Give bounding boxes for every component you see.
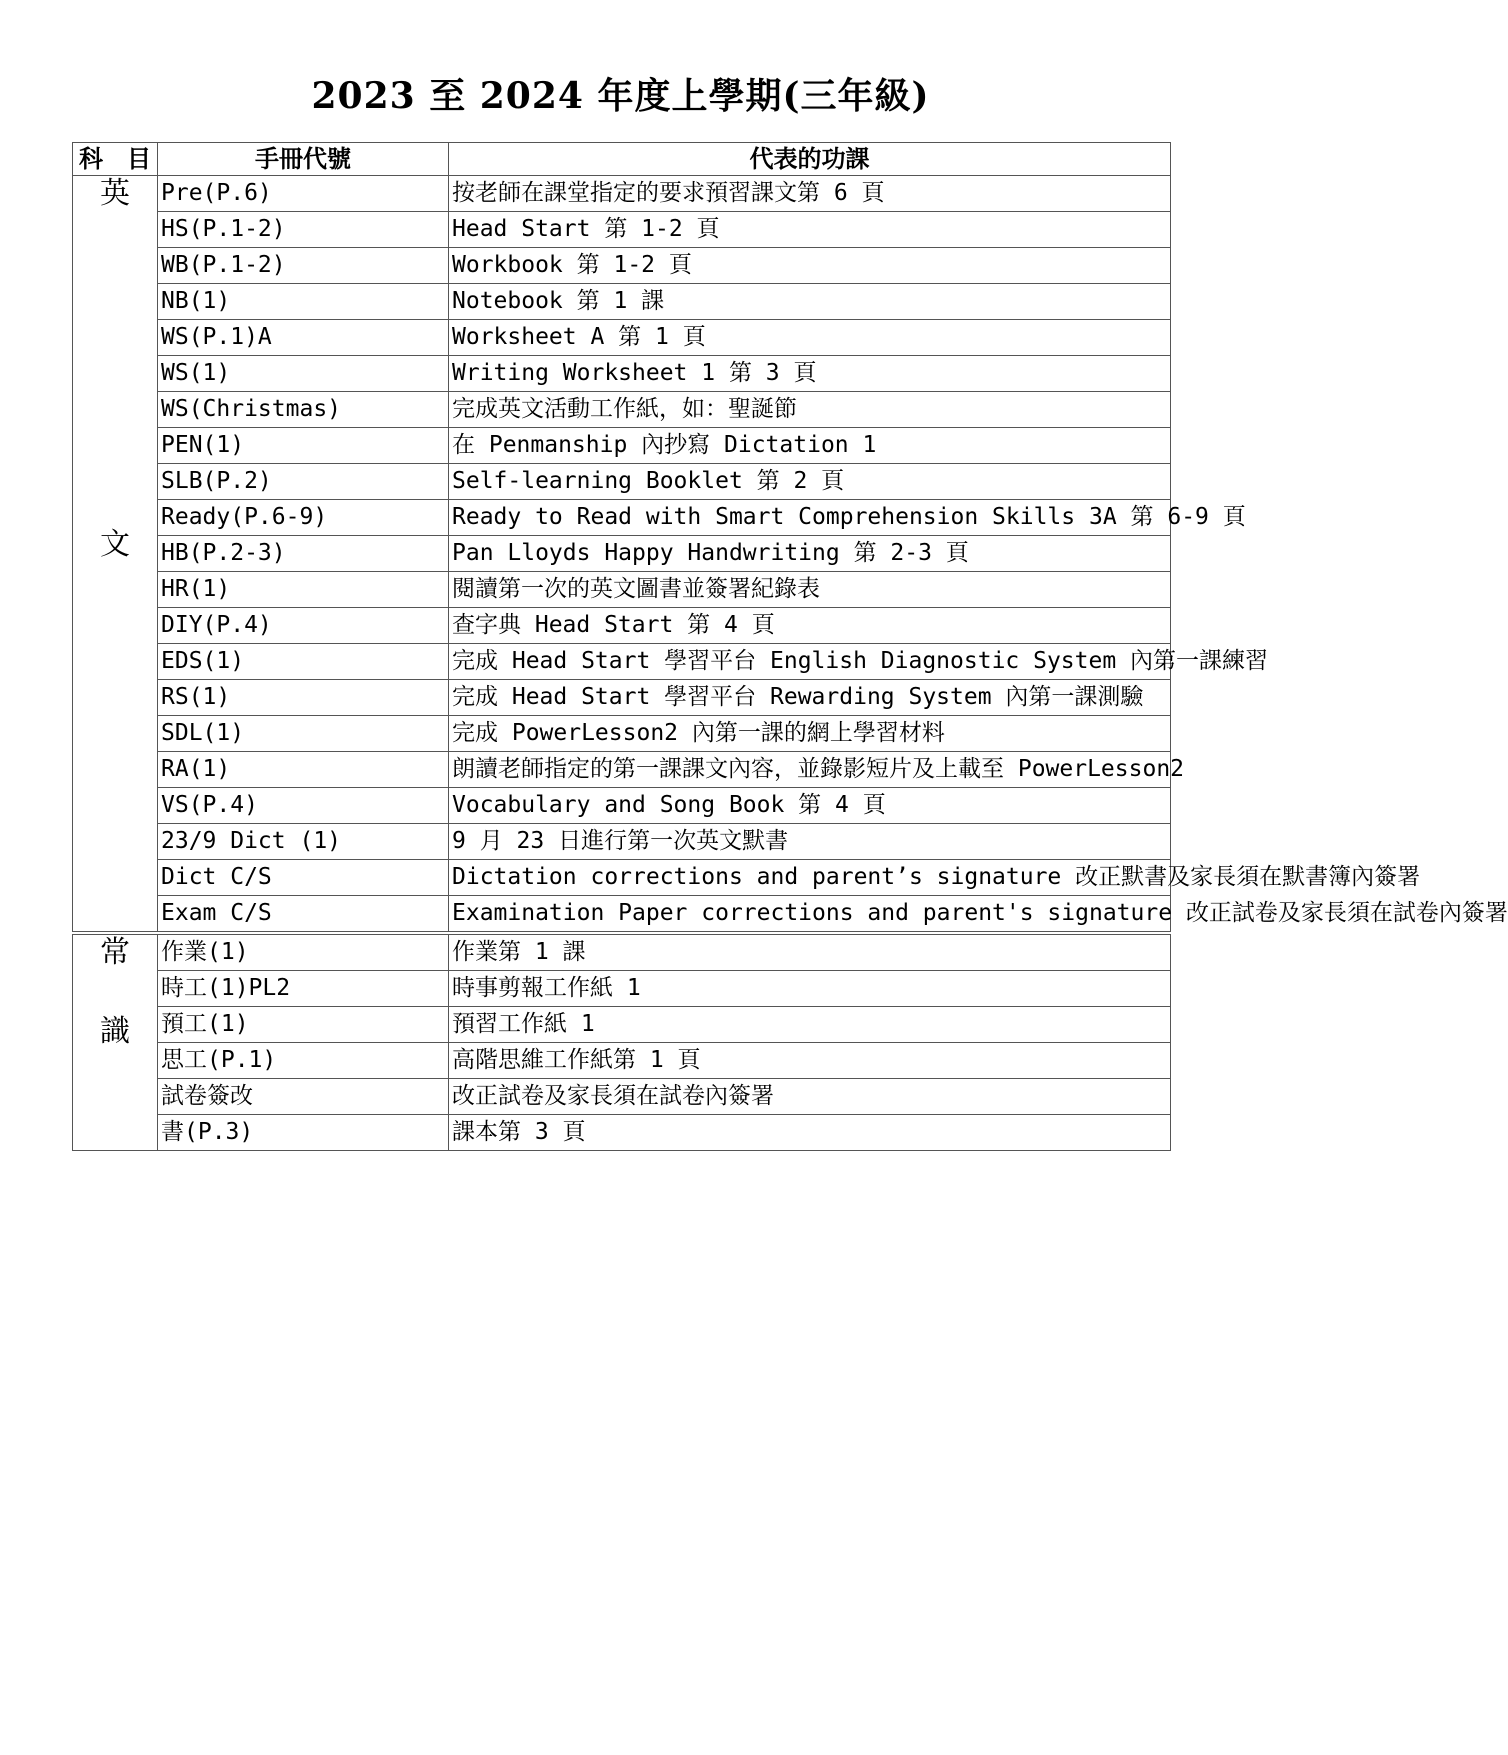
homework-cell: Pan Lloyds Happy Handwriting 第 2-3 頁 [449,536,1171,572]
code-cell: RS(1) [158,680,449,716]
table-row [73,212,1171,248]
homework-cell: Examination Paper corrections and parent's signature 改正試卷及家長須在試卷內簽署 [449,896,1171,934]
code-cell: 23/9 Dict (1) [158,824,449,860]
header-subject: 科 目 [73,143,158,176]
code-cell: 書(P.3) [158,1115,449,1151]
code-cell: DIY(P.4) [158,608,449,644]
code-cell: VS(P.4) [158,788,449,824]
code-cell: HB(P.2-3) [158,536,449,572]
homework-cell: 完成 PowerLesson2 內第一課的網上學習材料 [449,716,1171,752]
table-row [73,284,1171,320]
homework-table [72,142,1508,1151]
homework-cell: 查字典 Head Start 第 4 頁 [449,608,1171,644]
homework-cell: 作業第 1 課 [449,933,1171,971]
page-title: 2023 至 2024 年度上學期(三年級) [311,75,930,117]
subject-cell [73,176,158,934]
code-cell: PEN(1) [158,428,449,464]
code-cell: RA(1) [158,752,449,788]
homework-cell: Head Start 第 1-2 頁 [449,212,1171,248]
homework-cell: 改正試卷及家長須在試卷內簽署 [449,1079,1171,1115]
code-cell: 作業(1) [158,933,449,971]
table-row [73,788,1171,824]
table-row [73,464,1171,500]
code-cell: Ready(P.6-9) [158,500,449,536]
table-row [73,971,1171,1007]
homework-cell: 預習工作紙 1 [449,1007,1171,1043]
homework-cell: 9 月 23 日進行第一次英文默書 [449,824,1171,860]
homework-cell: Writing Worksheet 1 第 3 頁 [449,356,1171,392]
subject-cell [73,933,158,1151]
code-cell: HS(P.1-2) [158,212,449,248]
table-row [73,392,1171,428]
code-cell: NB(1) [158,284,449,320]
table-row [73,752,1171,788]
code-cell: EDS(1) [158,644,449,680]
code-cell: Dict C/S [158,860,449,896]
subject-char: 識 [100,1014,130,1049]
homework-cell: 完成英文活動工作紙，如：聖誕節 [449,392,1171,428]
homework-cell: Dictation corrections and parent’s signature 改正默書及家長須在默書簿內簽署 [449,860,1171,896]
homework-cell: 完成 Head Start 學習平台 Rewarding System 內第一課測驗 [449,680,1171,716]
table-row [73,1007,1171,1043]
table-row [73,536,1171,572]
table-row [73,500,1171,536]
homework-cell: Notebook 第 1 課 [449,284,1171,320]
homework-cell: 在 Penmanship 內抄寫 Dictation 1 [449,428,1171,464]
table-row [73,1079,1171,1115]
homework-cell: 時事剪報工作紙 1 [449,971,1171,1007]
code-cell: SLB(P.2) [158,464,449,500]
code-cell: HR(1) [158,572,449,608]
table-row [73,860,1171,896]
table-row [73,1043,1171,1079]
table-row [73,680,1171,716]
table-row [73,356,1171,392]
homework-cell: 閱讀第一次的英文圖書並簽署紀錄表 [449,572,1171,608]
table-row [73,644,1171,680]
code-cell: 時工(1)PL2 [158,971,449,1007]
table-row [73,608,1171,644]
table-row [73,572,1171,608]
table-row [73,320,1171,356]
code-cell: WS(1) [158,356,449,392]
table-row [73,248,1171,284]
code-cell: 思工(P.1) [158,1043,449,1079]
table-row [73,1115,1171,1151]
table-row [73,824,1171,860]
homework-cell: Worksheet A 第 1 頁 [449,320,1171,356]
code-cell: Pre(P.6) [158,176,449,212]
homework-cell: 課本第 3 頁 [449,1115,1171,1151]
code-cell: WS(Christmas) [158,392,449,428]
code-cell: WB(P.1-2) [158,248,449,284]
code-cell: WS(P.1)A [158,320,449,356]
code-cell: Exam C/S [158,896,449,934]
homework-cell: 完成 Head Start 學習平台 English Diagnostic System 內第一課練習 [449,644,1171,680]
table-row [73,933,1171,971]
subject-char: 文 [100,527,130,562]
table-header-row [73,143,1171,176]
homework-cell: Self-learning Booklet 第 2 頁 [449,464,1171,500]
code-cell: SDL(1) [158,716,449,752]
table-row [73,896,1171,934]
header-code: 手冊代號 [158,143,449,176]
homework-cell: Ready to Read with Smart Comprehension Skills 3A 第 6-9 頁 [449,500,1171,536]
homework-cell: 朗讀老師指定的第一課課文內容，並錄影短片及上載至 PowerLesson2 [449,752,1171,788]
subject-char: 常 [100,935,130,970]
homework-cell: Workbook 第 1-2 頁 [449,248,1171,284]
code-cell: 預工(1) [158,1007,449,1043]
homework-cell: 按老師在課堂指定的要求預習課文第 6 頁 [449,176,1171,212]
header-homework: 代表的功課 [449,143,1171,176]
homework-cell: Vocabulary and Song Book 第 4 頁 [449,788,1171,824]
subject-char: 英 [100,176,130,211]
code-cell: 試卷簽改 [158,1079,449,1115]
homework-cell: 高階思維工作紙第 1 頁 [449,1043,1171,1079]
table-row [73,176,1171,212]
table-row [73,428,1171,464]
table-row [73,716,1171,752]
